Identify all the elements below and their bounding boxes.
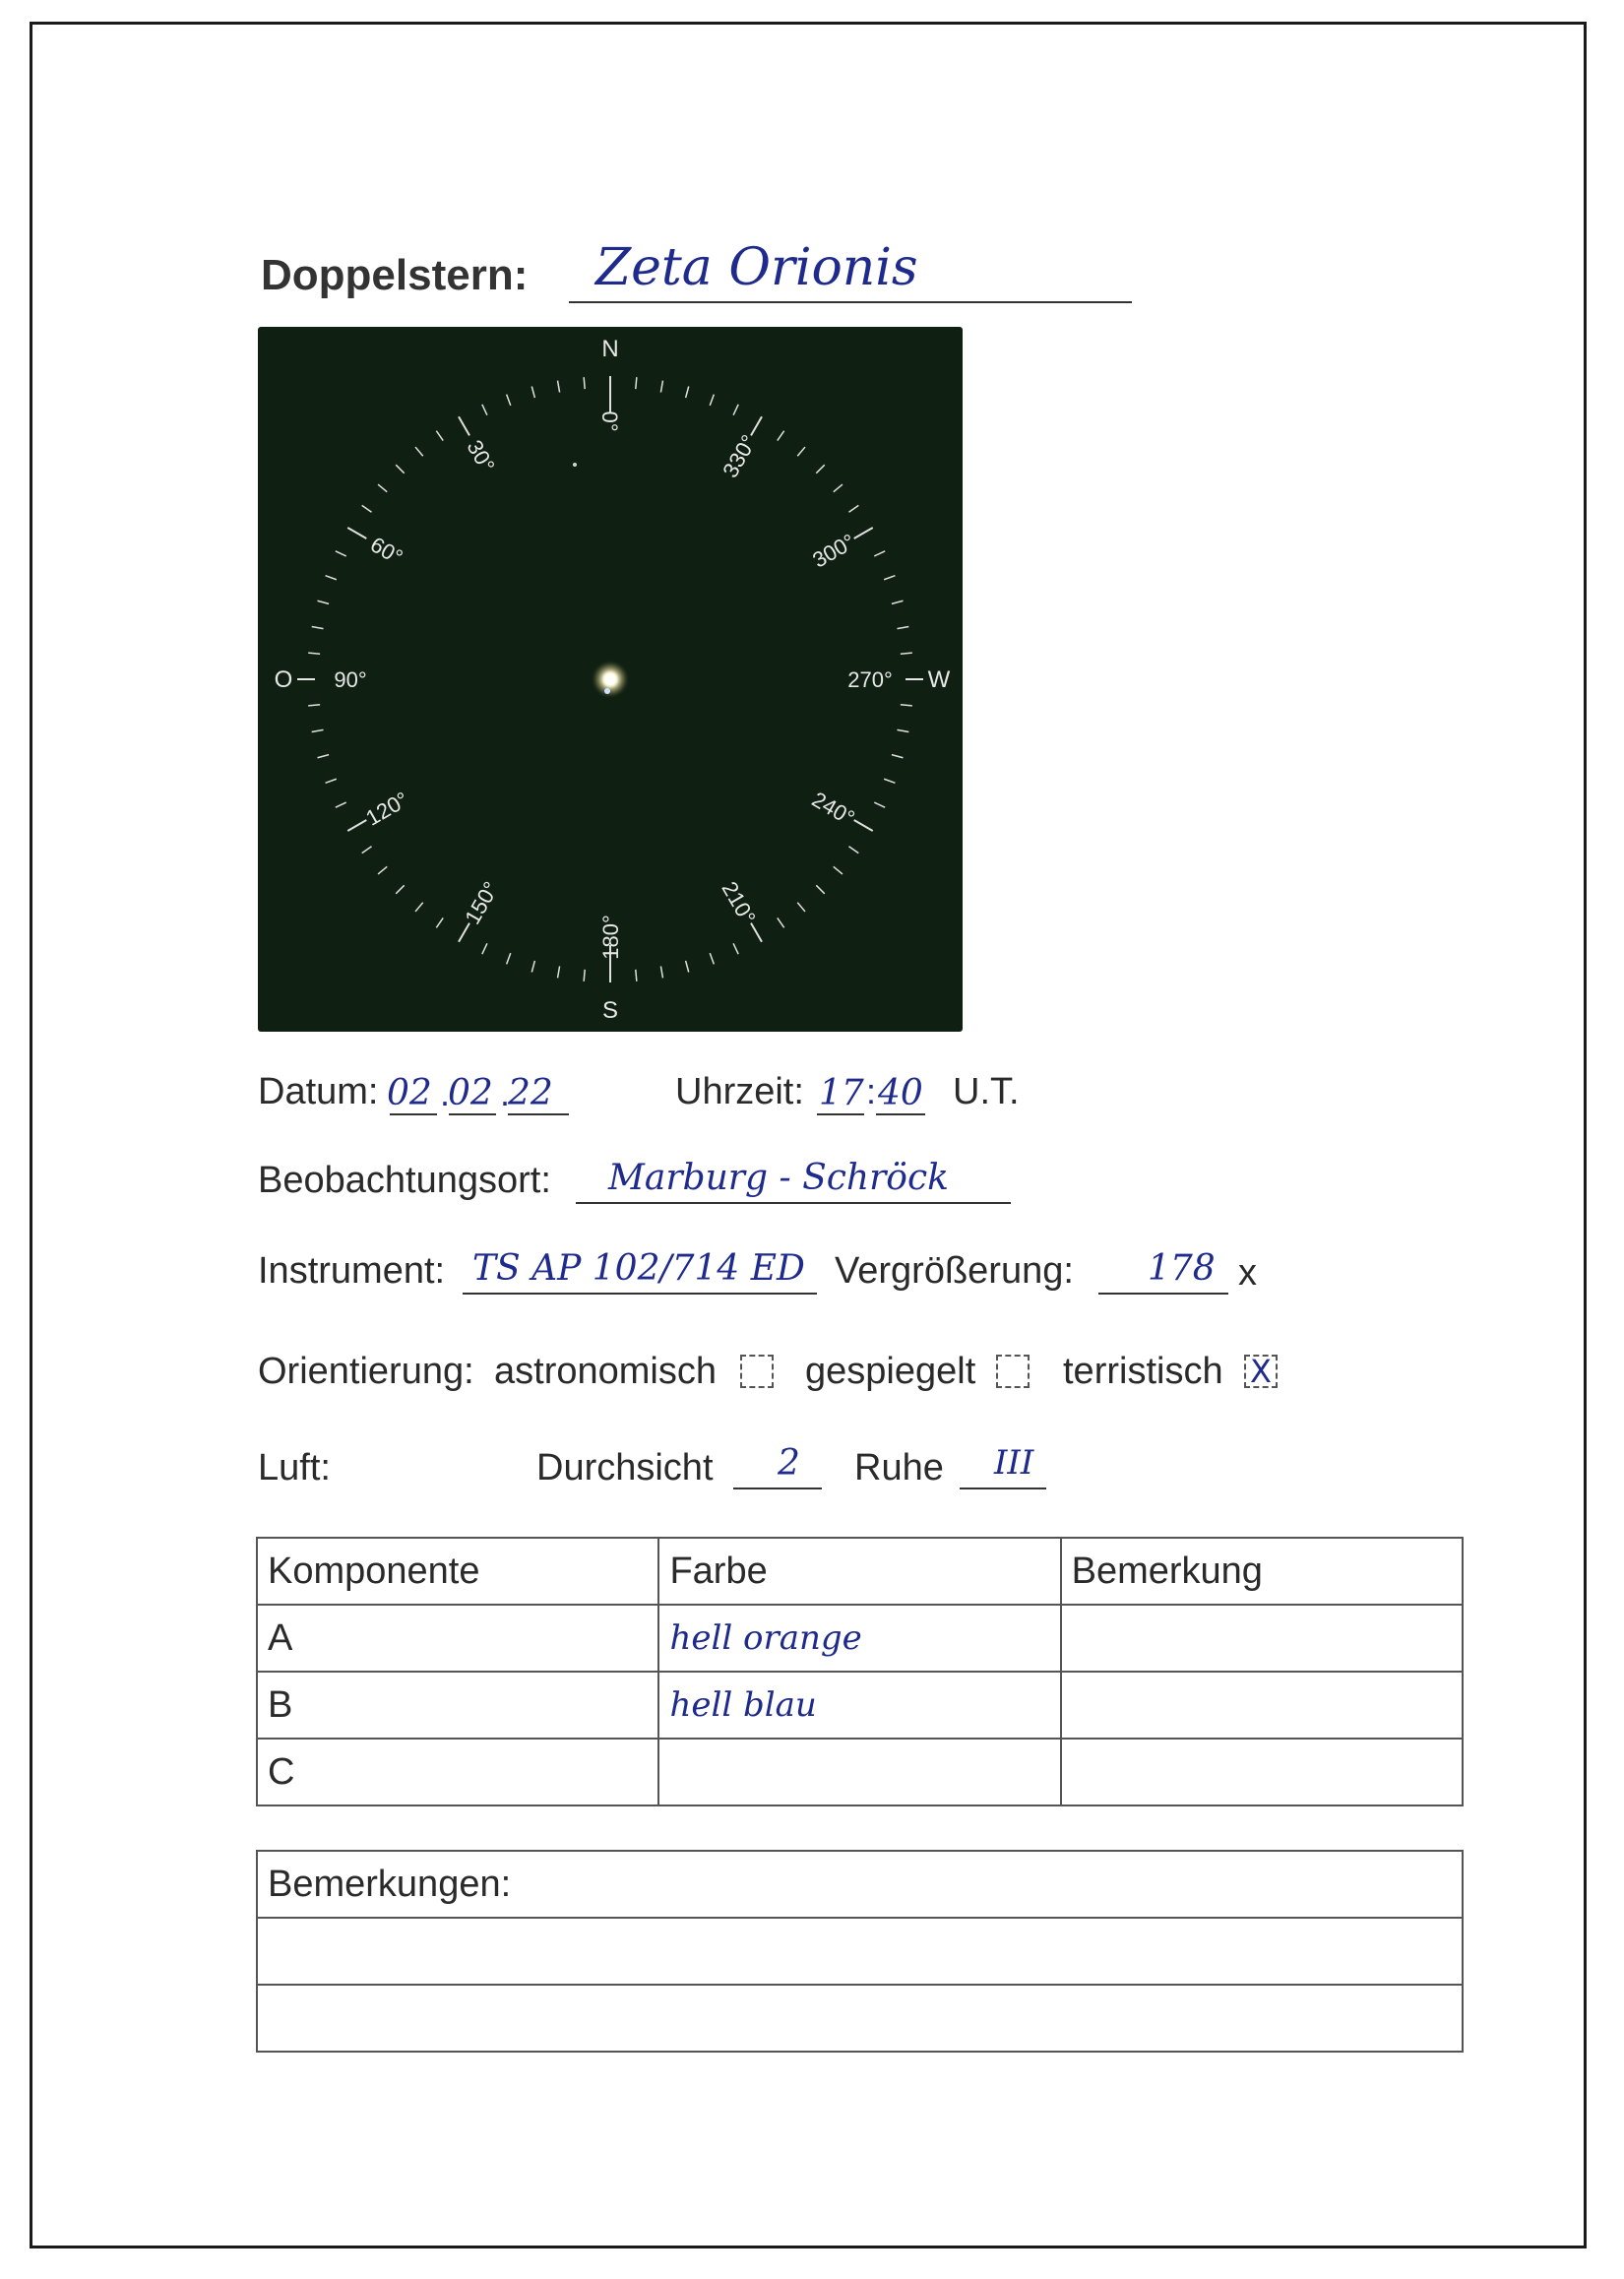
transparency-value[interactable]: 2 (778, 1443, 800, 1484)
compass-tick (396, 885, 404, 893)
date-label: Datum: (258, 1071, 379, 1112)
compass-tick (362, 847, 372, 854)
compass-tick (733, 943, 738, 954)
compass-west-label: W (927, 666, 951, 693)
header-color: Farbe (658, 1538, 1060, 1605)
magnification-suffix: x (1238, 1252, 1257, 1294)
compass-tick (317, 755, 329, 758)
compass-tick (396, 465, 404, 473)
header-note: Bemerkung (1061, 1538, 1463, 1605)
compass-tick (874, 802, 885, 807)
primary-star-core (604, 673, 616, 685)
compass-tick (308, 705, 320, 706)
row-c-note[interactable] (1061, 1739, 1463, 1805)
date-month[interactable]: 02 (448, 1073, 493, 1113)
compass-tick (797, 447, 805, 456)
remarks-line-1[interactable] (257, 1918, 1463, 1985)
table-header-row (257, 1538, 1463, 1605)
compass-north-label: N (601, 336, 619, 362)
compass-tick (347, 820, 366, 831)
compass-tick (378, 484, 387, 492)
compass-tick (636, 377, 637, 389)
compass-angle-label: 180° (598, 915, 623, 960)
compass-tick (901, 653, 912, 654)
compass-east-label: O (274, 666, 293, 693)
compass-tick (312, 729, 324, 731)
calm-value[interactable]: III (994, 1443, 1034, 1483)
air-label: Luft: (258, 1447, 331, 1488)
compass-tick (436, 431, 443, 441)
time-hour[interactable]: 17 (819, 1073, 864, 1113)
time-minute[interactable]: 40 (878, 1073, 923, 1113)
compass-tick (507, 395, 511, 406)
compass-tick (436, 918, 443, 927)
remarks-label: Bemerkungen: (257, 1851, 1463, 1918)
compass-tick (312, 627, 324, 629)
compass-tick (415, 903, 423, 912)
compass-angle-label: 60° (366, 532, 407, 570)
compass-rose (258, 327, 963, 1032)
compass-tick (336, 551, 346, 556)
compass-tick (797, 903, 805, 912)
star-field-image (258, 327, 963, 1032)
compass-tick (415, 447, 423, 456)
compass-tick (854, 820, 873, 831)
compass-tick (308, 653, 320, 654)
date-separator-1: . (440, 1073, 451, 1113)
time-suffix: U.T. (953, 1071, 1020, 1112)
row-a-color[interactable]: hell orange (658, 1605, 1060, 1672)
compass-angle-label: 330° (718, 430, 762, 482)
magnification-value[interactable]: 178 (1148, 1248, 1216, 1289)
compass-tick (898, 627, 909, 629)
compass-tick (686, 386, 689, 398)
compass-angle-label: 120° (361, 787, 413, 831)
table-row (257, 1672, 1463, 1739)
compass-tick (660, 967, 662, 979)
compass-angle-label: 150° (460, 877, 504, 929)
row-a-note[interactable] (1061, 1605, 1463, 1672)
header-component: Komponente (257, 1538, 658, 1605)
compass-angle-label: 300° (808, 529, 860, 573)
compass-tick (874, 551, 885, 556)
orientation-label: Orientierung: (258, 1351, 474, 1392)
compass-tick (884, 576, 895, 580)
compass-tick (584, 970, 585, 981)
compass-tick (507, 953, 511, 964)
compass-tick (710, 395, 714, 406)
orientation-terrestrial-checkbox[interactable]: X (1244, 1355, 1278, 1388)
transparency-underline (733, 1488, 822, 1489)
compass-tick (710, 953, 714, 964)
compass-angle-label: 240° (807, 787, 859, 831)
row-b-color[interactable]: hell blau (658, 1672, 1060, 1739)
compass-angle-label: 210° (717, 877, 761, 929)
time-separator: : (866, 1071, 877, 1111)
secondary-star (604, 688, 610, 694)
compass-tick (848, 847, 858, 854)
compass-tick (378, 866, 387, 874)
double-star-label: Doppelstern: (261, 251, 529, 299)
date-day[interactable]: 02 (387, 1073, 432, 1113)
compass-tick (558, 967, 560, 979)
compass-tick (848, 505, 858, 512)
compass-tick (898, 729, 909, 731)
compass-tick (884, 779, 895, 783)
magnification-underline (1098, 1293, 1228, 1295)
compass-tick (892, 601, 904, 603)
compass-tick (834, 484, 843, 492)
components-table (256, 1537, 1464, 1806)
compass-angle-label: 90° (334, 667, 367, 692)
compass-tick (892, 755, 904, 758)
compass-tick (482, 943, 487, 954)
orientation-option-mirrored-label: gespiegelt (805, 1351, 976, 1392)
compass-tick (326, 576, 337, 580)
compass-tick (733, 405, 738, 415)
double-star-underline (569, 301, 1132, 303)
date-separator-2: . (500, 1073, 511, 1113)
compass-tick (584, 377, 585, 389)
compass-tick (751, 416, 762, 435)
location-label: Beobachtungsort: (258, 1160, 551, 1201)
orientation-astronomical-checkbox[interactable] (740, 1355, 774, 1388)
orientation-mirrored-checkbox[interactable] (996, 1355, 1030, 1388)
double-star-value[interactable]: Zeta Orionis (595, 238, 918, 297)
row-b-component: B (257, 1672, 658, 1739)
table-row (257, 1739, 1463, 1805)
compass-tick (459, 923, 469, 942)
compass-tick (531, 386, 534, 398)
table-row (257, 1605, 1463, 1672)
location-underline (576, 1202, 1011, 1204)
compass-angle-label: 0° (597, 411, 622, 432)
orientation-option-astronomical-label: astronomisch (494, 1351, 717, 1392)
remarks-table (256, 1850, 1464, 2053)
instrument-underline (463, 1293, 817, 1295)
instrument-label: Instrument: (258, 1250, 446, 1292)
compass-tick (482, 405, 487, 415)
compass-tick (816, 465, 824, 473)
compass-angle-label: 270° (847, 667, 893, 692)
compass-tick (834, 866, 843, 874)
compass-tick (778, 918, 784, 927)
compass-tick (816, 885, 824, 893)
remarks-line-2[interactable] (257, 1985, 1463, 2052)
compass-tick (751, 923, 762, 942)
compass-tick (854, 528, 873, 538)
orientation-option-terrestrial-label: terristisch (1063, 1351, 1223, 1392)
compass-angle-label: 30° (462, 435, 500, 477)
transparency-label: Durchsicht (536, 1447, 714, 1488)
compass-south-label: S (601, 997, 619, 1024)
row-a-component: A (257, 1605, 658, 1672)
compass-tick (317, 601, 329, 603)
magnification-label: Vergrößerung: (835, 1250, 1074, 1292)
compass-tick (336, 802, 346, 807)
row-b-note[interactable] (1061, 1672, 1463, 1739)
compass-tick (459, 416, 469, 435)
calm-label: Ruhe (854, 1447, 944, 1488)
compass-tick (326, 779, 337, 783)
location-value[interactable]: Marburg - Schröck (608, 1158, 949, 1198)
compass-tick (347, 528, 366, 538)
compass-tick (686, 961, 689, 973)
compass-tick (660, 381, 662, 393)
compass-tick (778, 431, 784, 441)
time-label: Uhrzeit: (675, 1071, 804, 1112)
field-star (573, 463, 577, 467)
instrument-value[interactable]: TS AP 102/714 ED (472, 1248, 805, 1289)
compass-tick (636, 970, 637, 981)
calm-underline (960, 1488, 1046, 1489)
date-year[interactable]: 22 (508, 1073, 553, 1113)
compass-tick (901, 705, 912, 706)
compass-tick (531, 961, 534, 973)
row-c-color[interactable] (658, 1739, 1060, 1805)
compass-tick (558, 381, 560, 393)
compass-tick (362, 505, 372, 512)
row-c-component: C (257, 1739, 658, 1805)
